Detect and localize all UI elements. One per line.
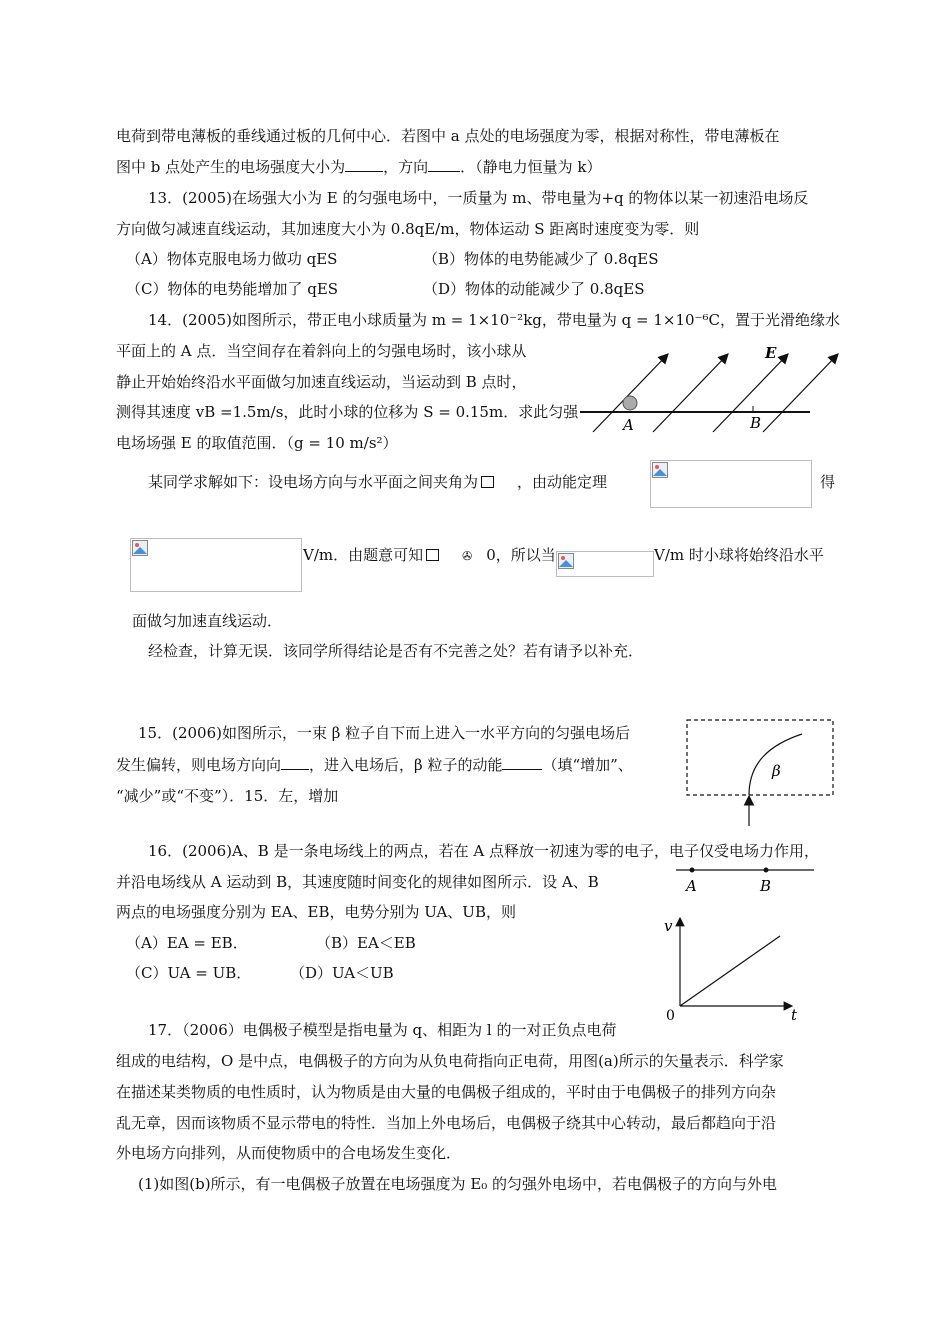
question-16-stem: 两点的电场强度分别为 EA、EB，电势分别为 UA、UB，则 [116,903,516,921]
question-15-stem: 15．(2006)如图所示，一束 β 粒子自下而上进入一水平方向的匀强电场后 [138,724,631,742]
question-16-stem: 并沿电场线从 A 运动到 B，其速度随时间变化的规律如图所示．设 A、B [116,873,599,891]
option-a: （A）EA = EB． [126,934,248,952]
question-17-stem: 外电场方向排列，从而使物质中的合电场发生变化． [116,1144,462,1162]
question-15-stem: “减少”或“不变”）．15．左，增加 [116,787,339,805]
answer-blank[interactable] [502,755,542,770]
question-13-stem: 方向做匀减速直线运动，其加速度大小为 0.8qE/m，物体运动 S 距离时速度变为零．则 [116,220,700,238]
option-d: （D）UA＜UB [290,964,394,982]
broken-image-icon [558,553,574,569]
option-b: （B）EA＜EB [316,934,416,952]
text-fragment: 得 [820,473,836,491]
symbol-glyph-icon: ✇ [462,549,473,563]
question-14-stem: 电场场强 E 的取值范围．（g = 10 m/s²） [116,434,398,452]
equation-image [650,460,812,508]
question-17-stem: 在描述某类物质的电性质时，认为物质是由大量的电偶极子组成的，平时由于电偶极子的排列方向杂 [116,1083,777,1101]
answer-blank[interactable] [281,755,309,770]
broken-image-icon [132,540,148,556]
field-line-figure [676,862,816,895]
theta-glyph-icon [481,476,494,488]
equation-image [130,538,302,592]
theta-glyph-icon [426,549,439,561]
question-17-stem: 组成的电结构，O 是中点，电偶极子的方向为从负电荷指向正电荷，用图(a)所示的矢量表示．科学家 [116,1052,784,1070]
question-13-stem: 13．(2005)在场强大小为 E 的匀强电场中，一质量为 m、带电量为+q 的物体以某一初速沿电场反 [148,189,809,207]
question-14-stem: 静止开始始终沿水平面做匀加速直线运动，当运动到 B 点时， [116,373,527,391]
question-15-stem: 发生偏转，则电场方向向 ，进入电场后，β 粒子的动能 （填“增加”、 [116,756,633,774]
point-label-B: B [760,877,772,895]
option-b: （B）物体的电势能减少了 0.8qES [423,250,659,268]
question-17-stem: 17．（2006）电偶极子模型是指电量为 q、相距为 l 的一对正负点电荷 [148,1021,617,1039]
solution-line: 面做匀加速直线运动． [132,612,283,630]
equation-image [556,551,654,577]
velocity-time-graph [662,906,812,1026]
question-14-stem: 测得其速度 vB =1.5m/s，此时小球的位移为 S = 0.15m．求此匀强 [116,403,579,421]
question-17-stem: 乱无章，因而该物质不显示带电的特性．当加上外电场后，电偶极子绕其中心转动，最后都趋向于沿 [116,1114,777,1132]
point-label-A: A [623,416,634,434]
option-a: （A）物体克服电场力做功 qES [126,250,338,268]
field-label-E: E [765,344,777,362]
beta-deflection-figure [684,718,834,830]
solution-line: V/m．由题意可知 ✇ 0，所以当 [303,546,556,564]
text-line: 图中 b 点处产生的电场强度大小为 ，方向 ．（静电力恒量为 k） [116,158,602,176]
point-label-A: A [686,877,697,895]
text-line: 电荷到带电薄板的垂线通过板的几何中心．若图中 a 点处的电场强度为零，根据对称性，带电薄板在 [116,127,780,145]
solution-line: 经检查，计算无误．该同学所得结论是否有不完善之处？若有请予以补充． [148,642,644,660]
question-14-stem: 平面上的 A 点．当空间存在着斜向上的匀强电场时，该小球从 [116,342,527,360]
option-d: （D）物体的动能减少了 0.8qES [423,280,645,298]
axis-label-t: t [791,1006,798,1024]
origin-label: 0 [666,1008,675,1024]
point-label-B: B [750,414,762,432]
solution-line: V/m 时小球将始终沿水平 [654,546,824,564]
answer-blank[interactable] [428,157,460,172]
beta-label: β [772,762,781,780]
option-c: （C）UA = UB． [126,964,252,982]
answer-blank[interactable] [345,157,383,172]
question-16-stem: 16．(2006)A、B 是一条电场线上的两点，若在 A 点释放一初速为零的电子，电子仅受电场力作用， [148,842,819,860]
question-17-part-1: (1)如图(b)所示，有一电偶极子放置在电场强度为 E₀ 的匀强外电场中，若电偶极子的方向与外电 [138,1175,778,1193]
solution-line: 某同学求解如下：设电场方向与水平面之间夹角为 ，由动能定理 [148,473,608,491]
broken-image-icon [652,462,668,478]
option-c: （C）物体的电势能增加了 qES [126,280,339,298]
axis-label-v: v [664,917,673,935]
question-14-stem: 14．(2005)如图所示，带正电小球质量为 m = 1×10⁻²kg，带电量为 q = 1×10⁻⁶C，置于光滑绝缘水 [148,311,840,329]
electric-field-figure [575,340,825,440]
